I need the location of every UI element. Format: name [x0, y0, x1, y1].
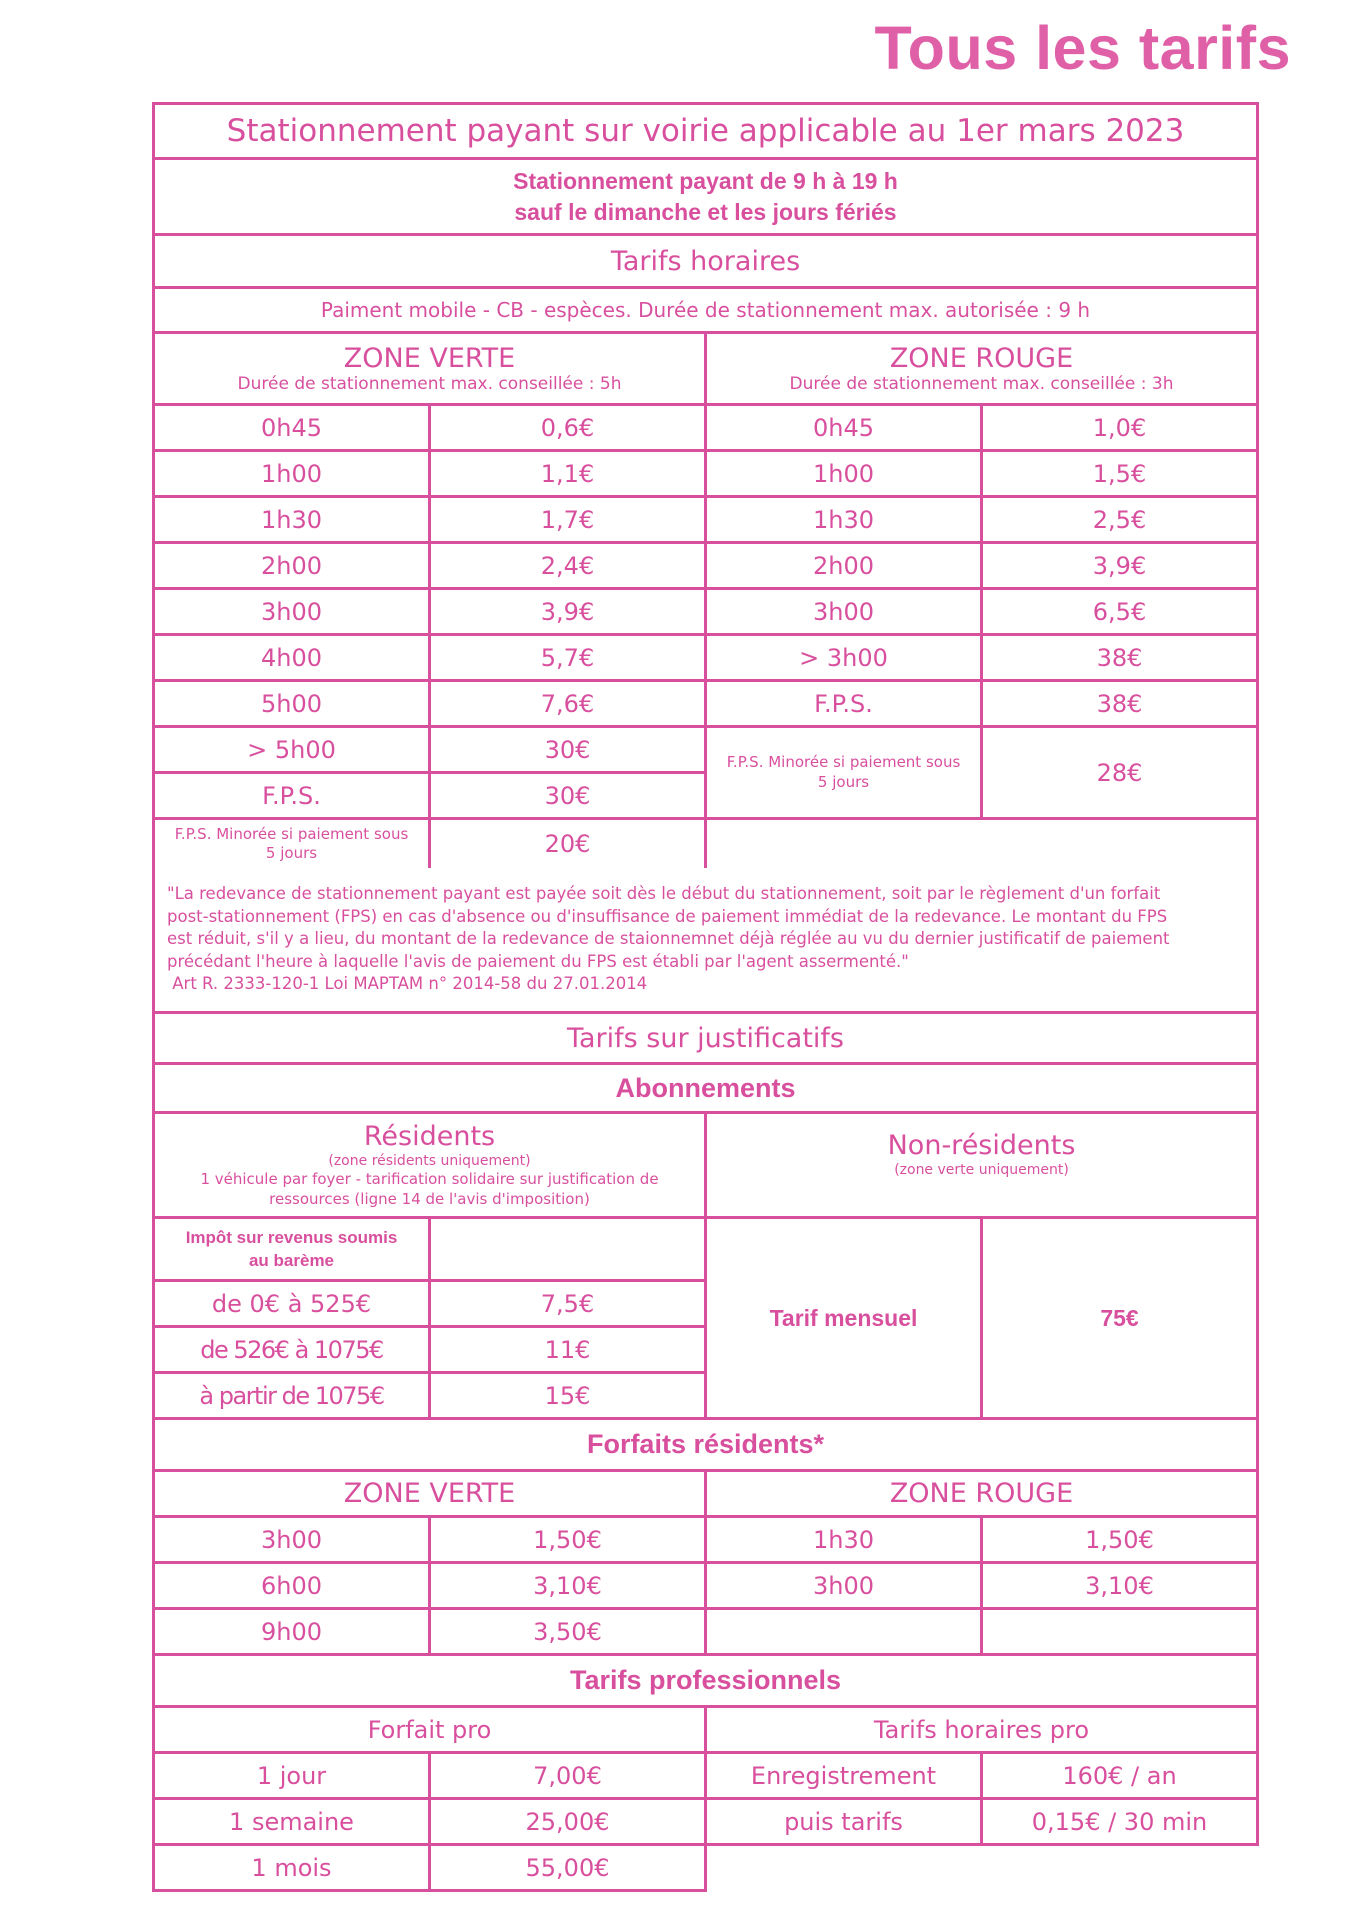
income-range-cell	[152, 1371, 431, 1420]
forfait-pro-duration-cell	[152, 1843, 431, 1892]
residents-zone: (zone résidents uniquement)	[328, 1152, 531, 1169]
verte-duration-cell	[152, 587, 431, 636]
package-verte-price: 3,50€	[533, 1617, 602, 1646]
verte-price: 3,9€	[540, 597, 595, 626]
hourly-pro-header	[704, 1705, 1259, 1754]
forfait-pro-duration-cell	[152, 1797, 431, 1846]
forfait-pro-duration-cell	[152, 1751, 431, 1800]
hourly-pro-price-cell	[980, 1797, 1259, 1846]
package-verte-duration-cell	[152, 1561, 431, 1610]
payment-info-text: Paiment mobile - CB - espèces. Durée de stationnement max. autorisée : 9 h	[320, 298, 1091, 322]
rouge-fps-reduced-label	[704, 725, 983, 820]
hourly-pro-price: 0,15€ / 30 min	[1031, 1807, 1208, 1836]
verte-duration-cell	[152, 771, 431, 820]
main-header-text: Stationnement payant sur voirie applicable au 1er mars 2023	[226, 113, 1185, 149]
package-rouge-price-cell	[980, 1607, 1259, 1656]
rouge-duration-cell	[704, 633, 983, 682]
hourly-pro-price: 160€ / an	[1062, 1761, 1177, 1790]
rouge-fps-reduced-price: 28€	[1096, 758, 1143, 787]
rouge-price-cell	[980, 495, 1259, 544]
packages-rouge-name: ZONE ROUGE	[889, 1478, 1074, 1509]
rouge-duration-cell	[704, 679, 983, 728]
rouge-duration: 1h30	[812, 505, 875, 534]
legal-note-line: "La redevance de stationnement payant est payée soit dès le début du stationnement, soit par le règlement d'un forfait	[167, 884, 1161, 904]
rouge-price-cell	[980, 633, 1259, 682]
verte-duration: 3h00	[260, 597, 323, 626]
zone-verte-advice: Durée de stationnement max. conseillée : 5h	[237, 373, 622, 394]
monthly-label	[704, 1216, 983, 1420]
income-price-cell	[428, 1371, 707, 1420]
income-range-cell	[152, 1279, 431, 1328]
package-verte-price-cell	[428, 1515, 707, 1564]
hourly-title	[152, 233, 1259, 289]
hourly-pro-label: puis tarifs	[784, 1807, 903, 1836]
zone-rouge-name: ZONE ROUGE	[889, 342, 1074, 374]
empty-area	[704, 817, 1259, 871]
income-empty-cell	[428, 1216, 707, 1282]
residents-condition-1: 1 véhicule par foyer - tarification solidaire sur justification de	[200, 1170, 659, 1189]
verte-price-cell	[428, 403, 707, 452]
package-rouge-duration: 1h30	[812, 1525, 875, 1554]
forfait-pro-price: 25,00€	[525, 1807, 610, 1836]
subscriptions-title-text: Abonnements	[615, 1072, 796, 1103]
verte-fps-reduced-line1: F.P.S. Minorée si paiement sous	[174, 824, 409, 843]
resident-packages-title-text: Forfaits résidents*	[586, 1429, 825, 1459]
forfait-pro-price: 55,00€	[525, 1853, 610, 1882]
hourly-pro-label-cell	[704, 1751, 983, 1800]
income-range: à partir de 1075€	[199, 1381, 384, 1410]
verte-duration-cell	[152, 449, 431, 498]
rouge-price: 3,9€	[1092, 551, 1147, 580]
rouge-duration-cell	[704, 403, 983, 452]
verte-duration-cell	[152, 495, 431, 544]
forfait-pro-duration: 1 semaine	[229, 1807, 354, 1836]
package-verte-duration: 9h00	[260, 1617, 323, 1646]
rouge-duration: F.P.S.	[814, 689, 873, 718]
rouge-price-cell	[980, 587, 1259, 636]
package-rouge-price: 3,10€	[1085, 1571, 1154, 1600]
verte-price-cell	[428, 587, 707, 636]
package-rouge-duration-cell	[704, 1515, 983, 1564]
packages-verte-name: ZONE VERTE	[343, 1478, 516, 1509]
package-verte-duration: 6h00	[260, 1571, 323, 1600]
pro-title-text: Tarifs professionnels	[569, 1665, 842, 1695]
verte-price-cell	[428, 541, 707, 590]
rouge-fps-reduced-line1: F.P.S. Minorée si paiement sous	[726, 753, 961, 771]
package-verte-price-cell	[428, 1607, 707, 1656]
packages-verte-header	[152, 1469, 707, 1518]
verte-price-cell	[428, 633, 707, 682]
forfait-pro-price-cell	[428, 1797, 707, 1846]
rouge-fps-reduced-line2: 5 jours	[817, 772, 870, 791]
subscriptions-title	[152, 1062, 1259, 1114]
page-title: Tous les tarifs	[874, 14, 1291, 82]
verte-fps-reduced-value	[428, 817, 707, 871]
zone-rouge-advice: Durée de stationnement max. conseillée : 3h	[789, 373, 1174, 394]
verte-price-cell	[428, 771, 707, 820]
rouge-price: 38€	[1096, 689, 1143, 718]
verte-price-cell	[428, 725, 707, 774]
rouge-duration: > 3h00	[799, 643, 888, 672]
rouge-duration-cell	[704, 495, 983, 544]
legal-note	[152, 868, 1259, 1014]
hourly-pro-label-cell	[704, 1797, 983, 1846]
non-residents-header	[704, 1111, 1259, 1219]
package-rouge-price-cell	[980, 1515, 1259, 1564]
legal-note-line: précédant l'heure à laquelle l'avis de paiement du FPS est établi par l'agent assermenté."	[167, 951, 909, 971]
rouge-duration: 2h00	[812, 551, 875, 580]
rouge-price: 1,5€	[1092, 459, 1147, 488]
verte-duration: 4h00	[260, 643, 323, 672]
hourly-pro-price-cell	[980, 1751, 1259, 1800]
hourly-title-text: Tarifs horaires	[610, 245, 801, 277]
income-price: 7,5€	[540, 1289, 595, 1318]
zone-verte-name: ZONE VERTE	[343, 342, 516, 374]
forfait-pro-price: 7,00€	[533, 1761, 602, 1790]
verte-duration-cell	[152, 725, 431, 774]
rouge-duration-cell	[704, 449, 983, 498]
package-rouge-duration-cell	[704, 1561, 983, 1610]
verte-price-cell	[428, 679, 707, 728]
package-verte-duration-cell	[152, 1515, 431, 1564]
income-price: 11€	[544, 1335, 591, 1364]
paid-hours	[152, 157, 1259, 236]
legal-note-line: Art R. 2333-120-1 Loi MAPTAM n° 2014-58 du 27.01.2014	[167, 974, 648, 994]
verte-duration-cell	[152, 633, 431, 682]
income-price-cell	[428, 1279, 707, 1328]
verte-duration-cell	[152, 541, 431, 590]
rouge-price: 6,5€	[1092, 597, 1147, 626]
income-label-line1: Impôt sur revenus soumis	[185, 1228, 398, 1247]
verte-duration: 1h00	[260, 459, 323, 488]
forfait-pro-header	[152, 1705, 707, 1754]
residents-title: Résidents	[363, 1120, 496, 1152]
package-verte-price: 3,10€	[533, 1571, 602, 1600]
rouge-fps-reduced-value	[980, 725, 1259, 820]
package-verte-duration-cell	[152, 1607, 431, 1656]
income-range: de 0€ à 525€	[211, 1289, 372, 1318]
rouge-price: 38€	[1096, 643, 1143, 672]
verte-price: 7,6€	[540, 689, 595, 718]
income-price-cell	[428, 1325, 707, 1374]
zone-verte-header	[152, 331, 707, 406]
verte-price: 5,7€	[540, 643, 595, 672]
forfait-pro-duration: 1 jour	[256, 1761, 327, 1790]
paid-hours-line1: Stationnement payant de 9 h à 19 h	[513, 167, 898, 194]
rouge-price-cell	[980, 679, 1259, 728]
rouge-duration: 3h00	[812, 597, 875, 626]
residents-header	[152, 1111, 707, 1219]
forfait-pro-price-cell	[428, 1751, 707, 1800]
hourly-pro-title: Tarifs horaires pro	[873, 1715, 1090, 1744]
monthly-label-text: Tarif mensuel	[769, 1304, 918, 1331]
monthly-value-text: 75€	[1100, 1304, 1139, 1331]
income-price: 15€	[544, 1381, 591, 1410]
rouge-price-cell	[980, 541, 1259, 590]
verte-fps-reduced-line2: 5 jours	[265, 844, 318, 862]
verte-duration: 1h30	[260, 505, 323, 534]
income-range-cell	[152, 1325, 431, 1374]
rouge-duration: 1h00	[812, 459, 875, 488]
verte-duration: > 5h00	[247, 735, 336, 764]
package-verte-duration: 3h00	[260, 1525, 323, 1554]
verte-price: 0,6€	[540, 413, 595, 442]
verte-duration: 5h00	[260, 689, 323, 718]
package-rouge-duration-cell	[704, 1607, 983, 1656]
rouge-duration: 0h45	[812, 413, 875, 442]
rouge-price: 2,5€	[1092, 505, 1147, 534]
forfait-pro-title: Forfait pro	[367, 1715, 492, 1744]
monthly-value	[980, 1216, 1259, 1420]
forfait-pro-duration: 1 mois	[251, 1853, 332, 1882]
rouge-price: 1,0€	[1092, 413, 1147, 442]
hourly-pro-label: Enregistrement	[750, 1761, 937, 1790]
verte-fps-reduced-label	[152, 817, 431, 871]
payment-info	[152, 286, 1259, 334]
legal-note-line: post-stationnement (FPS) en cas d'absence ou d'insuffisance de paiement immédiat de la redevance. Le montant du FPS	[167, 906, 1168, 926]
pro-title	[152, 1653, 1259, 1708]
zone-rouge-header	[704, 331, 1259, 406]
non-residents-zone: (zone verte uniquement)	[894, 1162, 1069, 1178]
residents-condition-2: ressources (ligne 14 de l'avis d'imposition)	[269, 1189, 590, 1208]
package-rouge-price-cell	[980, 1561, 1259, 1610]
justif-title	[152, 1011, 1259, 1065]
package-verte-price: 1,50€	[533, 1525, 602, 1554]
verte-price-cell	[428, 495, 707, 544]
verte-price-cell	[428, 449, 707, 498]
verte-price: 1,1€	[540, 459, 595, 488]
verte-duration-cell	[152, 403, 431, 452]
verte-duration: F.P.S.	[262, 781, 321, 810]
income-label-line2: au barème	[248, 1251, 335, 1270]
verte-price: 30€	[544, 781, 591, 810]
forfait-pro-price-cell	[428, 1843, 707, 1892]
verte-price: 1,7€	[540, 505, 595, 534]
rouge-duration-cell	[704, 541, 983, 590]
paid-hours-line2: sauf le dimanche et les jours fériés	[514, 198, 897, 225]
verte-fps-reduced-price: 20€	[544, 830, 591, 858]
income-range: de 526€ à 1075€	[200, 1335, 383, 1364]
verte-price: 30€	[544, 735, 591, 764]
verte-price: 2,4€	[540, 551, 595, 580]
rouge-price-cell	[980, 449, 1259, 498]
packages-rouge-header	[704, 1469, 1259, 1518]
rouge-duration-cell	[704, 587, 983, 636]
legal-note-line: est réduit, s'il y a lieu, du montant de la redevance de staionnemnet déjà réglée au vu du dernier justificatif de paiement	[167, 929, 1170, 949]
rouge-price-cell	[980, 403, 1259, 452]
main-header	[152, 102, 1259, 160]
verte-duration: 2h00	[260, 551, 323, 580]
verte-duration-cell	[152, 679, 431, 728]
package-rouge-duration: 3h00	[812, 1571, 875, 1600]
income-label	[152, 1216, 431, 1282]
non-residents-title: Non-résidents	[887, 1130, 1076, 1161]
justif-title-text: Tarifs sur justificatifs	[566, 1022, 844, 1054]
verte-duration: 0h45	[260, 413, 323, 442]
package-verte-price-cell	[428, 1561, 707, 1610]
package-rouge-price: 1,50€	[1085, 1525, 1154, 1554]
resident-packages-title	[152, 1417, 1259, 1472]
